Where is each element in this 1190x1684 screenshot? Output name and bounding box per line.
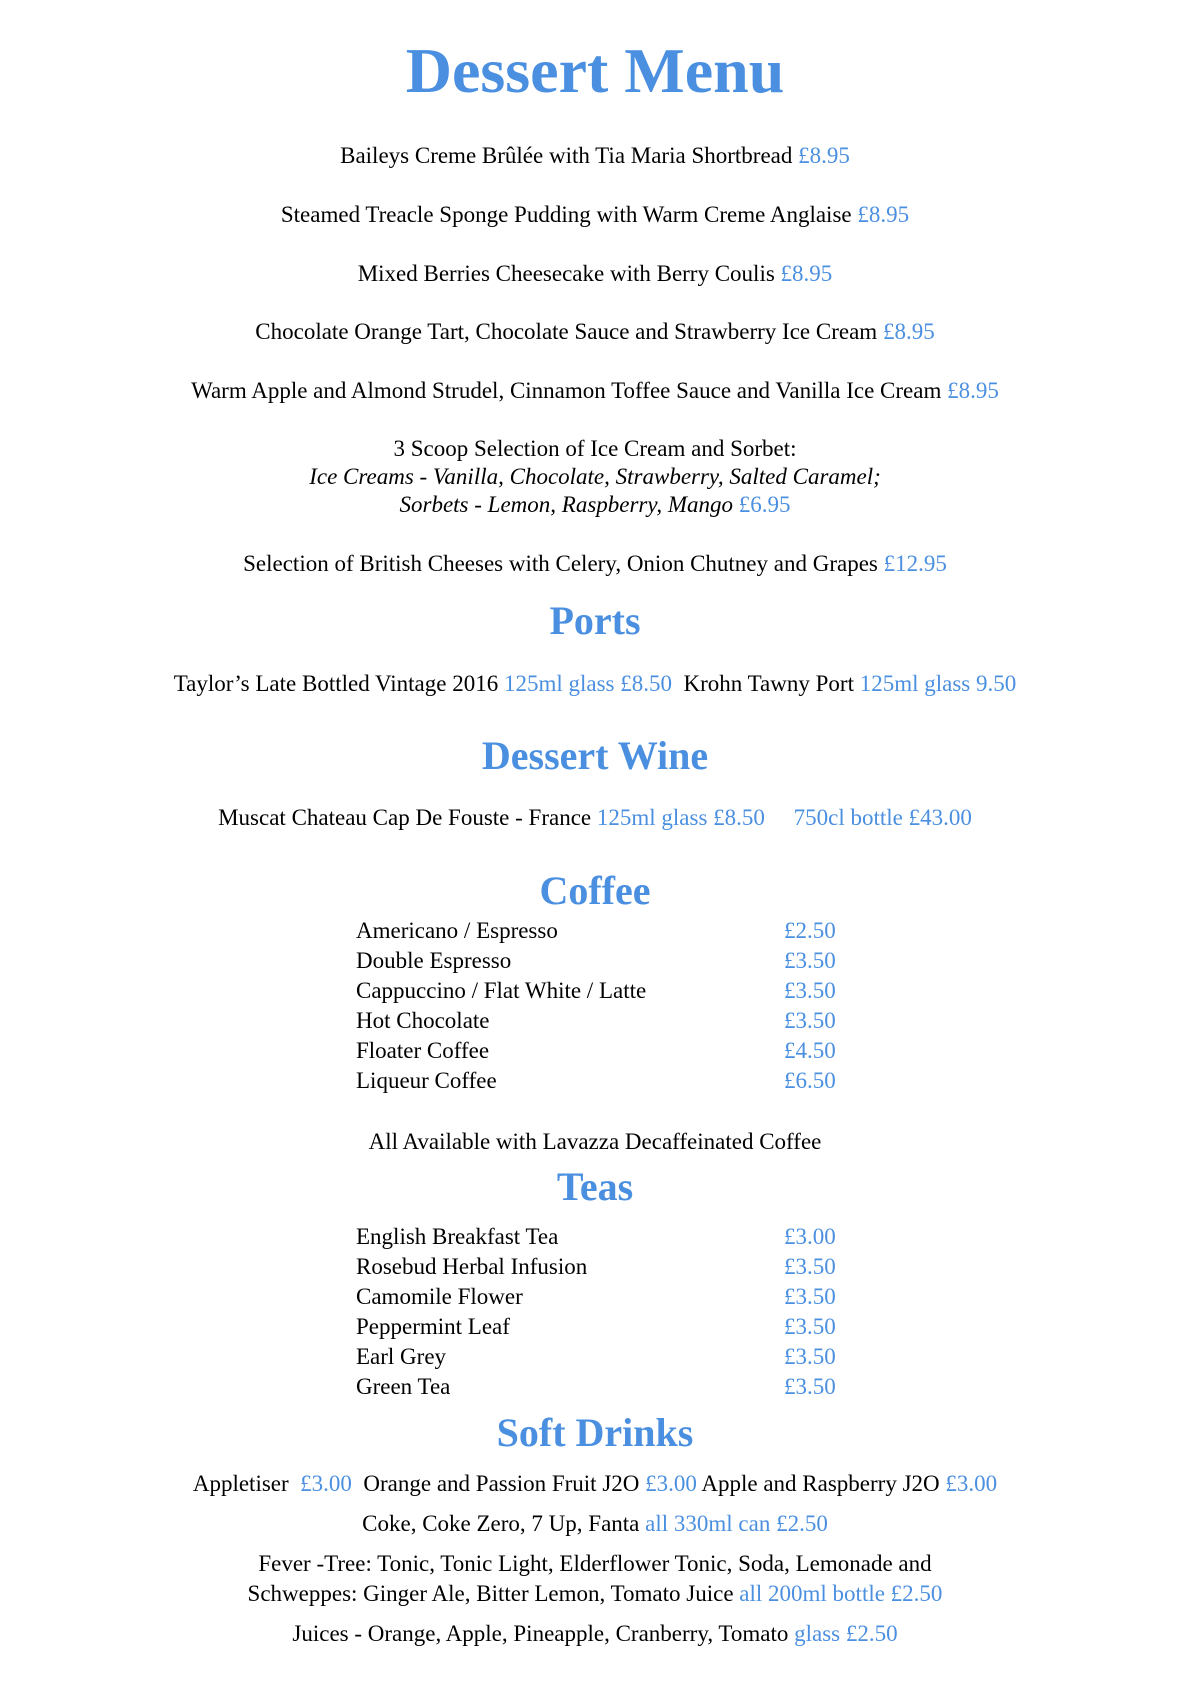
drink-name: Appletiser	[192, 1471, 289, 1496]
dessert-wine-heading: Dessert Wine	[481, 733, 709, 778]
scoop-sorbets-line	[0, 491, 1190, 519]
item-name: Peppermint Leaf	[356, 1314, 510, 1339]
scoop-price: £6.95	[738, 492, 791, 517]
list-item	[356, 1008, 836, 1038]
dessert-name: Chocolate Orange Tart, Chocolate Sauce and Strawberry Ice Cream	[255, 319, 878, 344]
item-price: £6.50	[784, 1068, 836, 1093]
dessert-price: £8.95	[857, 202, 910, 227]
dessert-item	[0, 260, 1190, 288]
item-name: Americano / Espresso	[356, 918, 558, 943]
item-name: Floater Coffee	[356, 1038, 490, 1063]
page-title: Dessert Menu	[405, 35, 785, 106]
wine-bottle-price: 750cl bottle £43.00	[793, 805, 972, 830]
cheese-price: £12.95	[883, 551, 947, 576]
list-item	[356, 1068, 836, 1098]
list-item	[356, 978, 836, 1008]
item-price: £2.50	[784, 918, 836, 943]
item-name: Cappuccino / Flat White / Latte	[356, 978, 647, 1003]
list-item	[356, 1224, 836, 1254]
item-name: Green Tea	[356, 1374, 451, 1399]
list-item	[356, 1374, 836, 1404]
item-price: £3.50	[784, 1284, 836, 1309]
dessert-item	[0, 377, 1190, 405]
dessert-price: £8.95	[882, 319, 935, 344]
wine-glass-price: 125ml glass £8.50	[596, 805, 765, 830]
drink-price: £3.00	[945, 1471, 998, 1496]
drink-name: Orange and Passion Fruit J2O	[363, 1471, 640, 1496]
juices-name: Juices - Orange, Apple, Pineapple, Cranberry, Tomato	[292, 1621, 789, 1646]
item-name: English Breakfast Tea	[356, 1224, 559, 1249]
item-price: £3.50	[784, 1344, 836, 1369]
dessert-wine-line	[0, 804, 1190, 832]
port-name: Taylor’s Late Bottled Vintage 2016	[173, 671, 499, 696]
list-item	[356, 1254, 836, 1284]
cans-line	[0, 1510, 1190, 1538]
item-name: Double Espresso	[356, 948, 512, 973]
mixers-line-1: Fever -Tree: Tonic, Tonic Light, Elderflower Tonic, Soda, Lemonade and	[258, 1551, 932, 1576]
cans-price: all 330ml can £2.50	[645, 1511, 828, 1536]
list-item	[356, 1344, 836, 1374]
wine-name: Muscat Chateau Cap De Fouste - France	[218, 805, 592, 830]
list-item	[356, 1038, 836, 1068]
cans-name: Coke, Coke Zero, 7 Up, Fanta	[362, 1511, 640, 1536]
item-price: £3.50	[784, 978, 836, 1003]
dessert-item	[0, 318, 1190, 346]
mixers-text: Schweppes: Ginger Ale, Bitter Lemon, Tomato Juice	[247, 1581, 734, 1606]
dessert-name: Baileys Creme Brûlée with Tia Maria Shortbread	[340, 143, 793, 168]
coffee-note: All Available with Lavazza Decaffeinated Coffee	[368, 1129, 822, 1154]
dessert-item	[0, 201, 1190, 229]
ports-heading: Ports	[549, 598, 641, 643]
drink-name: Apple and Raspberry J2O	[701, 1471, 940, 1496]
coffee-heading: Coffee	[539, 868, 651, 913]
item-price: £3.50	[784, 1374, 836, 1399]
item-price: £3.50	[784, 1008, 836, 1033]
scoop-ice-creams: Ice Creams - Vanilla, Chocolate, Strawberry, Salted Caramel;	[309, 464, 881, 489]
item-price: £3.00	[784, 1224, 836, 1249]
juices-price: glass £2.50	[794, 1621, 898, 1646]
coffee-list	[356, 918, 836, 1098]
dessert-name: Mixed Berries Cheesecake with Berry Coulis	[357, 261, 775, 286]
item-price: £4.50	[784, 1038, 836, 1063]
dessert-name: Steamed Treacle Sponge Pudding with Warm Creme Anglaise	[280, 202, 852, 227]
soft-drinks-line	[0, 1470, 1190, 1498]
list-item	[356, 1314, 836, 1344]
soft-drinks-heading: Soft Drinks	[496, 1410, 694, 1455]
port-name: Krohn Tawny Port	[683, 671, 854, 696]
dessert-price: £8.95	[798, 143, 850, 168]
mixers-line-2	[0, 1580, 1190, 1608]
cheese-name: Selection of British Cheeses with Celery, Onion Chutney and Grapes	[243, 551, 878, 576]
mixers-price: all 200ml bottle £2.50	[739, 1581, 943, 1606]
teas-heading: Teas	[556, 1164, 634, 1209]
list-item	[356, 918, 836, 948]
scoop-title: 3 Scoop Selection of Ice Cream and Sorbet:	[393, 436, 797, 461]
drink-price: £3.00	[645, 1471, 697, 1496]
drink-price: £3.00	[300, 1471, 352, 1496]
list-item	[356, 948, 836, 978]
item-name: Liqueur Coffee	[356, 1068, 497, 1093]
ports-line	[0, 670, 1190, 698]
teas-list	[356, 1224, 836, 1404]
port-price: 125ml glass £8.50	[503, 671, 672, 696]
item-price: £3.50	[784, 1254, 836, 1279]
juices-line	[0, 1620, 1190, 1648]
item-name: Camomile Flower	[356, 1284, 523, 1309]
dessert-name: Warm Apple and Almond Strudel, Cinnamon Toffee Sauce and Vanilla Ice Cream	[191, 378, 942, 403]
dessert-price: £8.95	[780, 261, 833, 286]
item-price: £3.50	[784, 948, 836, 973]
port-price: 125ml glass 9.50	[859, 671, 1017, 696]
item-name: Earl Grey	[356, 1344, 447, 1369]
list-item	[356, 1284, 836, 1314]
scoop-sorbets: Sorbets - Lemon, Raspberry, Mango	[399, 492, 733, 517]
item-price: £3.50	[784, 1314, 836, 1339]
dessert-item	[0, 142, 1190, 170]
cheese-item	[0, 550, 1190, 578]
item-name: Rosebud Herbal Infusion	[356, 1254, 588, 1279]
item-name: Hot Chocolate	[356, 1008, 490, 1033]
dessert-price: £8.95	[947, 378, 999, 403]
